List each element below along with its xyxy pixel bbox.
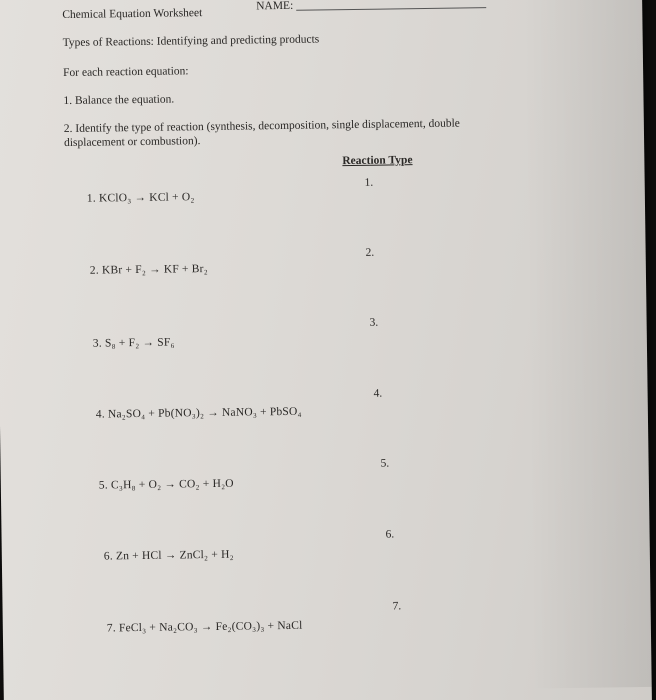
name-blank-line[interactable] [296,7,486,11]
instruction-step-1: 1. Balance the equation. [63,93,175,108]
answer-number-6: 6. [385,528,395,541]
reaction-type-header: Reaction Type [342,154,413,168]
equation-5-text: 5. C₃H₈ + O₂ → CO₂ + H₂O [98,477,234,492]
equation-3 [93,337,175,350]
equation-5 [99,478,234,492]
equation-4 [96,406,302,421]
answer-number-7: 7. [392,600,402,613]
equation-7 [107,620,303,635]
name-label: NAME: [256,0,294,13]
equation-7-text: 7. FeCl₃ + Na₂CO₃ → Fe₂(CO₃)₃ + NaCl [106,619,303,635]
equation-3-text: 3. S₈ + F₂ → SF₆ [92,336,175,350]
answer-number-2: 2. [365,246,375,259]
instruction-step-2: 2. Identify the type of reaction (synthesis, decomposition, single displacement, double [63,117,460,136]
answer-number-3: 3. [369,316,379,329]
worksheet-title: Chemical Equation Worksheet [62,7,203,22]
equation-6 [104,549,234,563]
answer-number-5: 5. [380,457,390,470]
instructions-lead: For each reaction equation: [62,65,189,80]
equation-2 [90,263,208,277]
equation-1-text: 1. KClO₃ → KCl + O₂ [86,191,195,205]
answer-number-4: 4. [373,387,383,400]
page-shadow [522,0,652,689]
equation-1 [87,191,195,205]
equation-6-text: 6. Zn + HCl → ZnCl₂ + H₂ [103,548,234,563]
answer-number-1: 1. [364,176,374,189]
instruction-step-2-cont: displacement or combustion). [63,135,201,150]
equation-4-text: 4. Na₂SO₄ + Pb(NO₃)₂ → NaNO₃ + PbSO₄ [95,405,302,421]
subtitle: Types of Reactions: Identifying and predicting products [62,33,320,50]
equation-2-text: 2. KBr + F₂ → KF + Br₂ [89,263,208,277]
